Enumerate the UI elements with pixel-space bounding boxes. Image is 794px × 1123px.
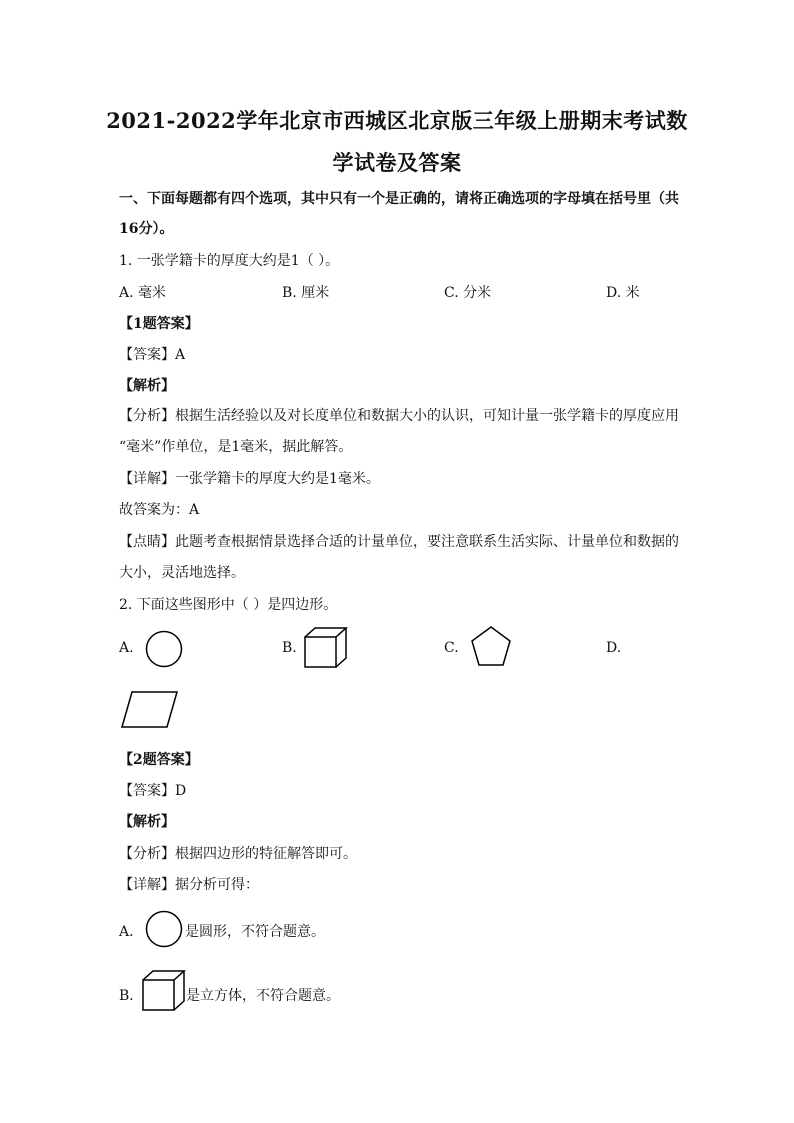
q2-option-d-letter: D. <box>606 640 622 656</box>
q1-fenxi-line-2: “毫米”作单位，是1毫米，据此解答。 <box>119 439 353 455</box>
q2-detail-b-letter: B． <box>119 988 144 1004</box>
q2-answer-tag: 【2题答案】 <box>119 752 199 768</box>
q2-option-a-letter: A. <box>119 640 134 656</box>
q1-analysis-tag: 【解析】 <box>119 378 175 394</box>
section-heading-line-2: 16分）。 <box>119 221 174 237</box>
q2-stem: 2. 下面这些图形中（ ）是四边形。 <box>119 597 338 613</box>
cube-figure <box>304 627 348 669</box>
q2-detail-a-letter: A． <box>119 924 144 940</box>
q1-dianjing-line-1: 【点睛】此题考查根据情景选择合适的计量单位，要注意联系生活实际、计量单位和数据的 <box>119 534 679 550</box>
title-line-1: 2021-2022学年北京市西城区北京版三年级上册期末考试数 <box>106 108 688 133</box>
q1-answer-tag: 【1题答案】 <box>119 316 199 332</box>
circle-inline-figure <box>145 910 183 948</box>
q2-detail-a-text: 是圆形，不符合题意。 <box>185 924 325 940</box>
q1-conclusion: 故答案为：A <box>119 502 200 518</box>
q1-option-d: D. 米 <box>606 285 640 301</box>
q1-option-c: C. 分米 <box>444 285 492 301</box>
q1-option-a: A. 毫米 <box>119 285 167 301</box>
q2-option-b-letter: B. <box>282 640 297 656</box>
parallelogram-figure <box>121 691 179 729</box>
q2-option-c-letter: C. <box>444 640 459 656</box>
q2-detail: 【详解】据分析可得： <box>119 877 259 893</box>
q2-detail-b-text: 是立方体，不符合题意。 <box>186 988 340 1004</box>
q1-detail: 【详解】一张学籍卡的厚度大约是1毫米。 <box>119 471 380 487</box>
pentagon-figure <box>470 626 512 668</box>
cube-inline-figure <box>142 970 186 1012</box>
title-line-2: 学试卷及答案 <box>332 150 462 175</box>
q1-answer: 【答案】A <box>119 347 186 363</box>
q2-analysis-tag: 【解析】 <box>119 814 175 830</box>
q1-fenxi-line-1: 【分析】根据生活经验以及对长度单位和数据大小的认识，可知计量一张学籍卡的厚度应用 <box>119 408 679 424</box>
q1-stem: 1. 一张学籍卡的厚度大约是1（ ）。 <box>119 253 340 269</box>
q1-dianjing-line-2: 大小，灵活地选择。 <box>119 565 245 581</box>
q2-answer: 【答案】D <box>119 783 187 799</box>
section-heading-line-1: 一、下面每题都有四个选项，其中只有一个是正确的，请将正确选项的字母填在括号里（共 <box>119 191 679 207</box>
q2-fenxi: 【分析】根据四边形的特征解答即可。 <box>119 846 357 862</box>
circle-figure <box>145 630 183 668</box>
q1-option-b: B. 厘米 <box>282 285 330 301</box>
